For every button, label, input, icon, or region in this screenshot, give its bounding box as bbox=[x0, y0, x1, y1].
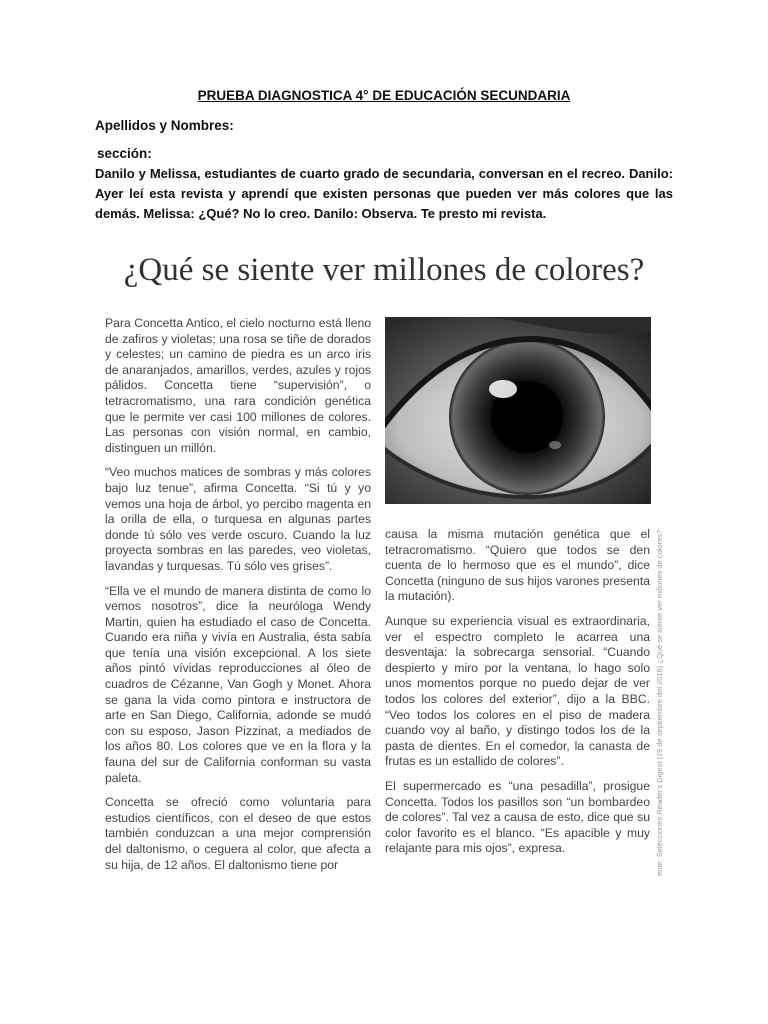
article-paragraph: El supermercado es “una pesadilla”, prosigue Concetta. Todos los pasillos son “un bombardeo de colores”. Tal vez a causa de esto, dice que su color favorito es el blanco. “Es apacible y muy relajante para mis ojos”, expresa. bbox=[385, 778, 650, 856]
article-paragraph: “Ella ve el mundo de manera distinta de como lo vemos nosotros”, dice la neuróloga Wendy Martin, quien ha estudiado el caso de Concetta. Cuando era niña y vivía en Australia, ésta sabía que tenía una visión excepcional. A los siete años pintó vívidas reproducciones al óleo de cuadros de Cézanne, Van Gogh y Monet. Ahora se gana la vida como pintora e instructora de arte en San Diego, California, adonde se mudó con su esposo, Jason Pizzinat, a mediados de los años 80. Los colores que ve en la flora y la fauna del sur de California conforman su vasta paleta. bbox=[105, 583, 371, 785]
page-title: PRUEBA DIAGNOSTICA 4° DE EDUCACIÓN SECUNDARIA bbox=[197, 88, 571, 103]
article-title: ¿Qué se siente ver millones de colores? bbox=[123, 252, 645, 288]
name-label: Apellidos y Nombres: bbox=[95, 118, 234, 133]
article-left-column bbox=[105, 316, 371, 882]
article-paragraph: causa la misma mutación genética que el tetracromatismo. “Quiero que todos se den cuenta de lo hermoso que es el mundo”, dice Concetta (ninguno de sus hijos varones presenta la mutación). bbox=[385, 527, 650, 604]
section-label: sección: bbox=[97, 146, 152, 161]
article-paragraph: “Veo muchos matices de sombras y más colores bajo luz tenue”, afirma Concetta. “Si tú y yo vemos una hoja de árbol, yo percibo magenta en la orilla de ella, o turquesa en algunas partes donde tú sólo ves verde oscuro. Cuando la luz proyecta sombras en las paredes, veo violetas, lavandas y turquesas. Tú sólo ves grises”. bbox=[105, 465, 371, 573]
article-paragraph: Aunque su experiencia visual es extraordinaria, ver el espectro completo le acarrea una desventaja: la sobrecarga sensorial. “Cuando despierto y miro por la ventana, lo hago solo unos momentos porque no puedo dejar de ver todos los colores del exterior”, dijo a la BBC. “Veo todos los colores en el piso de madera cuando voy al baño, y distingo todos los de la pasta de dientes. En el comedor, la canasta de frutas es un estallido de colores”. bbox=[385, 613, 650, 769]
eye-photo bbox=[385, 317, 651, 504]
intro-paragraph: Danilo y Melissa, estudiantes de cuarto grado de secundaria, conversan en el recreo. Danilo: Ayer leí esta revista y aprendí que existen personas que pueden ver más colores que las demás. Melissa: ¿Qué? No lo creo. Danilo: Observa. Te presto mi revista. bbox=[95, 166, 673, 221]
article-right-column bbox=[385, 527, 650, 866]
article-paragraph: Concetta se ofreció como voluntaria para estudios científicos, con el deseo de que estos también conduzcan a una mejor comprensión del daltonismo, o ceguera al color, que afecta a su hija, de 12 años. El daltonismo tiene por bbox=[105, 795, 371, 872]
article-paragraph: Para Concetta Antico, el cielo nocturno está lleno de zafiros y violetas; una rosa se tiñe de dorados y celestes; un camino de piedra es un arco iris de anaranjados, amarillos, verdes, azules y rojos pálidos. Concetta tiene “supervisión”, o tetracromatismo, una rara condición genética que le permite ver casi 100 millones de colores. Las personas con visión normal, en cambio, distinguen un millón. bbox=[105, 316, 371, 455]
source-caption: ente: Selecciones Reader's Digest (19 de septiembre del 2016) ¿Qué se siente ver millones de colores? bbox=[655, 529, 664, 876]
